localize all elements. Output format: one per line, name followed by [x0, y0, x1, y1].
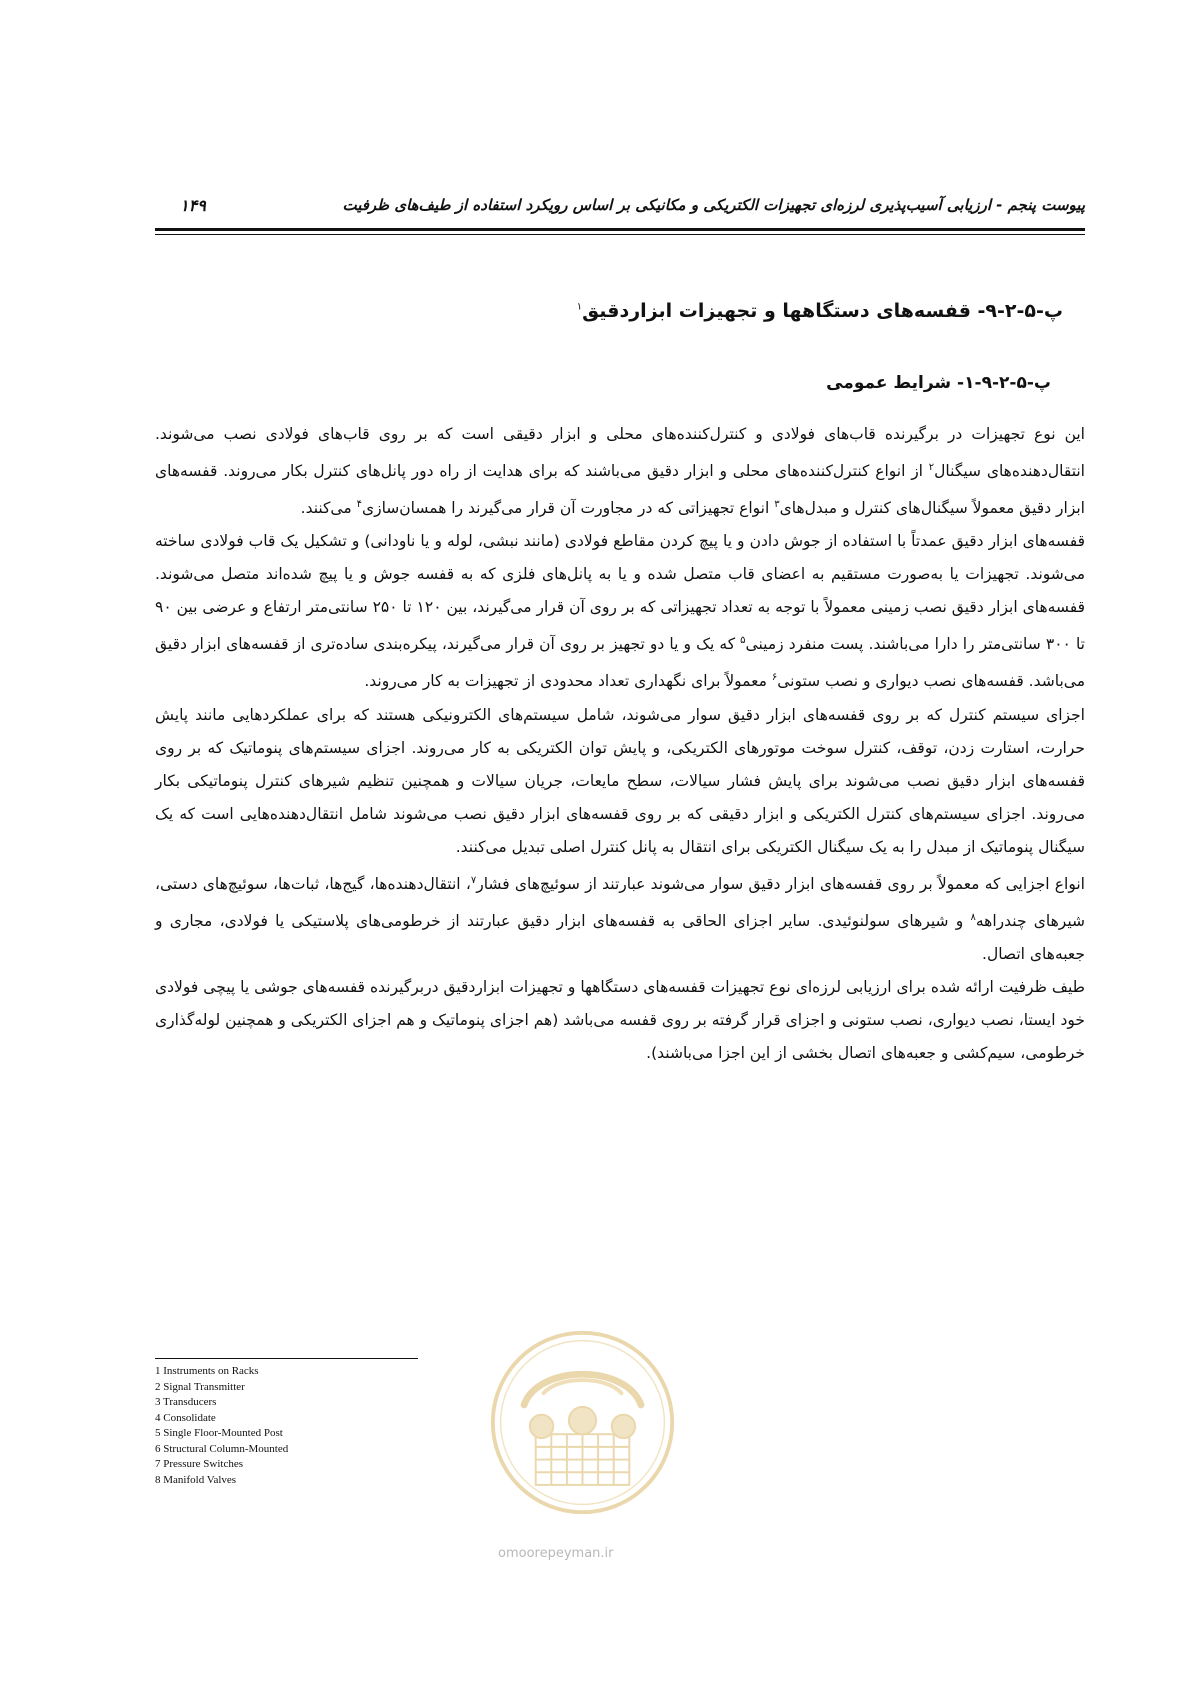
subsection-heading: پ-۵-۲-۹-۱- شرایط عمومی [826, 373, 1051, 393]
header-rule-thick [155, 228, 1085, 231]
footnote: 6 Structural Column-Mounted [155, 1442, 289, 1455]
paragraph [155, 525, 1085, 698]
footnote-ref: ۲ [928, 462, 935, 473]
footnote: 1 Instruments on Racks [155, 1365, 259, 1377]
footnote: 5 Single Floor-Mounted Post [155, 1427, 283, 1439]
footnote: 7 Pressure Switches [155, 1458, 243, 1470]
page-number: ۱۴۹ [180, 196, 206, 215]
section-heading-text: پ-۵-۲-۹- قفسه‌های دستگاهها و تجهیزات ابزاردقیق [582, 300, 1063, 322]
running-header [155, 196, 1085, 220]
paragraph [155, 418, 1085, 525]
footnote-ref: ۵ [740, 635, 746, 647]
footnote-ref: ۳ [774, 499, 780, 511]
footnote: 4 Consolidate [155, 1411, 216, 1424]
footnote: 3 Transducers [155, 1396, 217, 1408]
paragraph-text: از انواع کنترل‌کننده‌های محلی و ابزار دقیق می‌باشند که برای هدایت از راه دور پانل‌های کنترل بکار می‌روند. قفسه‌های ابزار دقیق معمولاً سیگنال‌های کنترل و مبدل‌های [155, 462, 1085, 518]
section-heading [577, 300, 1063, 322]
paragraph-text: انواع اجزایی که معمولاً بر روی قفسه‌های ابزار دقیق سوار می‌شوند عبارتند از سوئیچ‌های فشار [476, 874, 1085, 893]
paragraph: اجزای سیستم کنترل که بر روی قفسه‌های ابزار دقیق سوار می‌شوند، شامل سیستم‌های الکترونیکی هستند که برای عملکردهایی مانند پایش حرارت، استارت زدن، توقف، کنترل سوخت موتورهای الکتریکی، و پایش توان الکتریکی به کار می‌روند. اجزای سیستم‌های پنوماتیک که بر روی قفسه‌های ابزار دقیق نصب می‌شوند برای پایش فشار سیالات، سطح مایعات، جریان سیالات و همچنین تنظیم شیرهای کنترل پنوماتیکی بکار می‌روند. اجزای سیستم‌های کنترل الکتریکی و ابزار دقیقی که بر روی قفسه‌های ابزار دقیق نصب می‌شوند شامل انتقال‌دهنده‌هایی است که یک سیگنال پنوماتیک از مبدل را به یک سیگنال الکتریکی برای انتقال به پانل کنترل اصلی تبدیل می‌کنند. [155, 705, 1085, 856]
paragraph-text: قفسه‌های ابزار دقیق عمدتاً با استفاده از جوش دادن و یا پیچ کردن مقاطع فولادی (مانند نبشی، لوله و یا ناودانی) و تشکیل یک قاب فولادی ساخته می‌شوند. تجهیزات یا به‌صورت مستقیم به اعضای قاب متصل شده و یا به پانل‌های فلزی که به قفسه جوش و یا پیچ شده‌اند متصل می‌شوند. قفسه‌های ابزار دقیق نصب زمینی معمولاً با توجه به تعداد تجهیزاتی که بر روی آن قرار می‌گیرند، بین ۱۲۰ تا ۲۵۰ سانتی‌متر ارتفاع و عرضی بین ۹۰ تا ۳۰۰ سانتی‌متر را دارا می‌باشند. پست منفرد زمینی [155, 532, 1086, 654]
header-rule-thin [155, 234, 1085, 235]
paragraph-text: که یک و یا دو تجهیز بر روی آن قرار می‌گیرند، پیکره‌بندی ساده‌تری از قفسه‌های ابزار دقیق می‌باشد. قفسه‌های نصب دیواری و نصب ستونی [155, 635, 1085, 691]
paragraph [155, 864, 1085, 971]
footnote-ref: ۸ [970, 911, 976, 923]
footnote-ref: ۱ [576, 301, 583, 313]
paragraph-text: انواع تجهیزاتی که در مجاورت آن قرار می‌گیرند را همسان‌سازی [361, 499, 775, 518]
footnote: 8 Manifold Valves [155, 1473, 237, 1486]
header-title: پیوست پنجم - ارزیابی آسیب‌پذیری لرزه‌ای تجهیزات الکتریکی و مکانیکی بر اساس رویکرد استفاده از طیف‌های ظرفیت [342, 196, 1085, 214]
paragraph-text: معمولاً برای نگهداری تعداد محدودی از تجهیزات به کار می‌روند. [364, 672, 772, 691]
paragraph: طیف ظرفیت ارائه شده برای ارزیابی لرزه‌ای نوع تجهیزات قفسه‌های دستگاهها و تجهیزات ابزاردقیق دربرگیرنده قفسه‌های جوشی یا پیچی فولادی خود ایستا، نصب دیواری، نصب ستونی و اجزای قرار گرفته بر روی قفسه می‌باشد (هم اجزای پنوماتیک و هم اجزای الکتریکی و همچنین لوله‌گذاری خرطومی، سیم‌کشی و جعبه‌های اتصال بخشی از این اجزا می‌باشند). [155, 977, 1085, 1062]
paragraph-text: این نوع تجهیزات در برگیرنده قاب‌های فولادی و کنترل‌کننده‌های محلی و ابزار دقیقی است که بر روی قاب‌های فولادی نصب می‌شوند. انتقال‌دهنده‌های سیگنال [155, 425, 1085, 481]
footnote-ref: ۶ [771, 672, 778, 684]
watermark-url: omoorepeyman.ir [498, 1546, 614, 1561]
footnote-ref: ۴ [356, 499, 362, 511]
paragraph-text: می‌کنند. [300, 499, 357, 518]
footnote-rule [155, 1358, 418, 1359]
footnotes [155, 1364, 288, 1488]
paragraph-text: و شیرهای سولنوئیدی. سایر اجزای الحاقی به قفسه‌های ابزار دقیق عبارتند از خرطومی‌های پلاستیکی یا فولادی، مجاری و جعبه‌های اتصال. [155, 911, 1085, 963]
omoorepeyman-logo-icon [485, 1325, 680, 1520]
paragraph-text: ، انتقال‌دهنده‌ها، گیج‌ها، ثبات‌ها، سوئیچ‌های دستی، شیرهای چندراهه [155, 874, 1086, 930]
body-text [155, 418, 1085, 1070]
footnote-ref: ۷ [470, 874, 477, 886]
footnote: 2 Signal Transmitter [155, 1380, 245, 1393]
